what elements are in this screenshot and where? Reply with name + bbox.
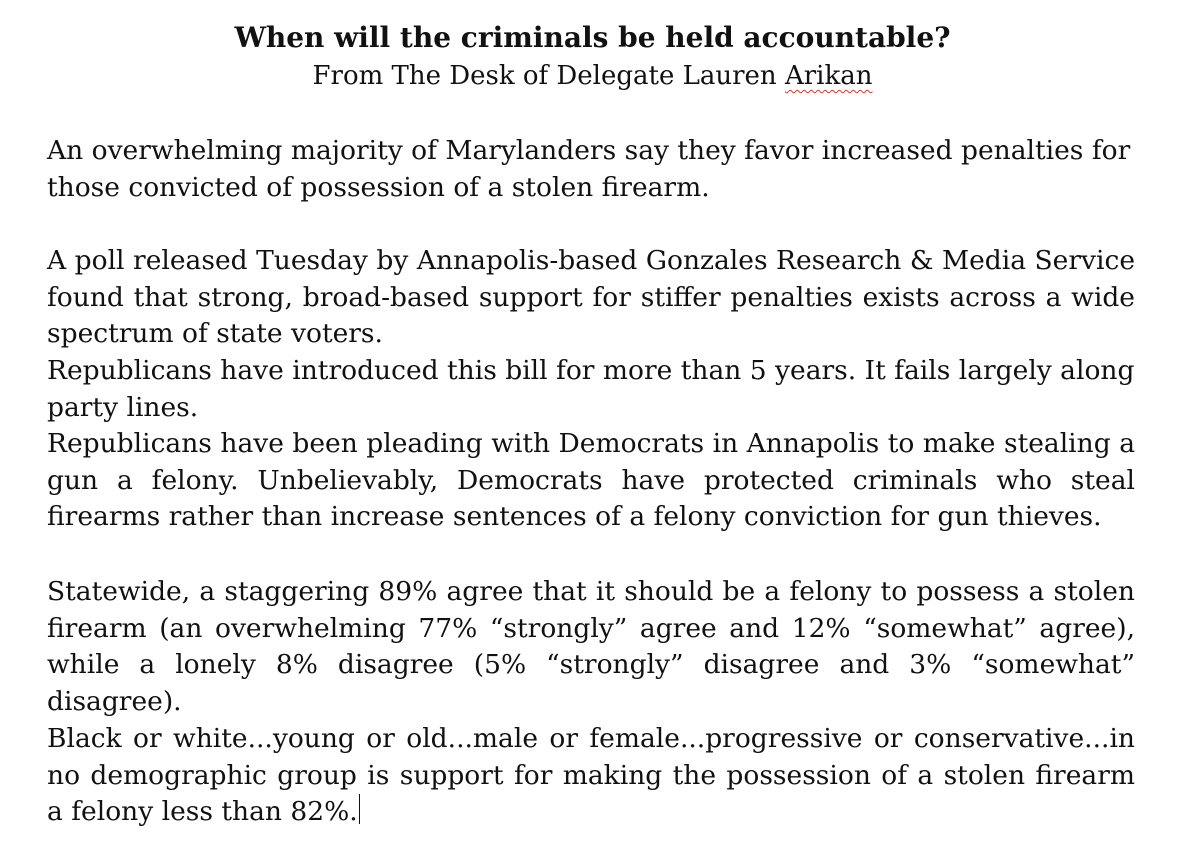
spellcheck-flagged-word[interactable]: Arikan bbox=[784, 61, 873, 91]
paragraph-demographics-text: Black or white...young or old...male or female...progressive or conservative...in no demographic group is support for making the possession of a stolen firearm a felony less than 82%. bbox=[47, 723, 1135, 827]
paragraph-bill-history: Republicans have introduced this bill for more than 5 years. It fails largely along party lines. bbox=[47, 355, 1135, 423]
text-cursor bbox=[359, 794, 360, 824]
paragraph-statewide: Statewide, a staggering 89% agree that it should be a felony to possess a stolen firearm (an overwhelming 77% “strongly” agree and 12% “somewhat” agree), while a lonely 8% disagree (5% “strongly” disagree and 3% “somewhat” disagree). bbox=[47, 576, 1135, 717]
paragraph-demographics bbox=[47, 721, 1135, 831]
paragraph-pleading: Republicans have been pleading with Democrats in Annapolis to make stealing a gun a felony. Unbelievably, Democrats have protected criminals who steal firearms rather than increase sentences of a felony conviction for gun thieves. bbox=[47, 428, 1135, 532]
document-subtitle bbox=[0, 58, 1185, 94]
subtitle-text: From The Desk of Delegate Lauren bbox=[312, 61, 785, 91]
document-title: When will the criminals be held accountable? bbox=[234, 21, 951, 54]
paragraph-majority: An overwhelming majority of Marylanders say they favor increased penalties for those convicted of possession of a stolen firearm. bbox=[47, 135, 1131, 203]
paragraph-poll: A poll released Tuesday by Annapolis-based Gonzales Research & Media Service found that strong, broad-based support for stiffer penalties exists across a wide spectrum of state voters. bbox=[47, 245, 1135, 349]
